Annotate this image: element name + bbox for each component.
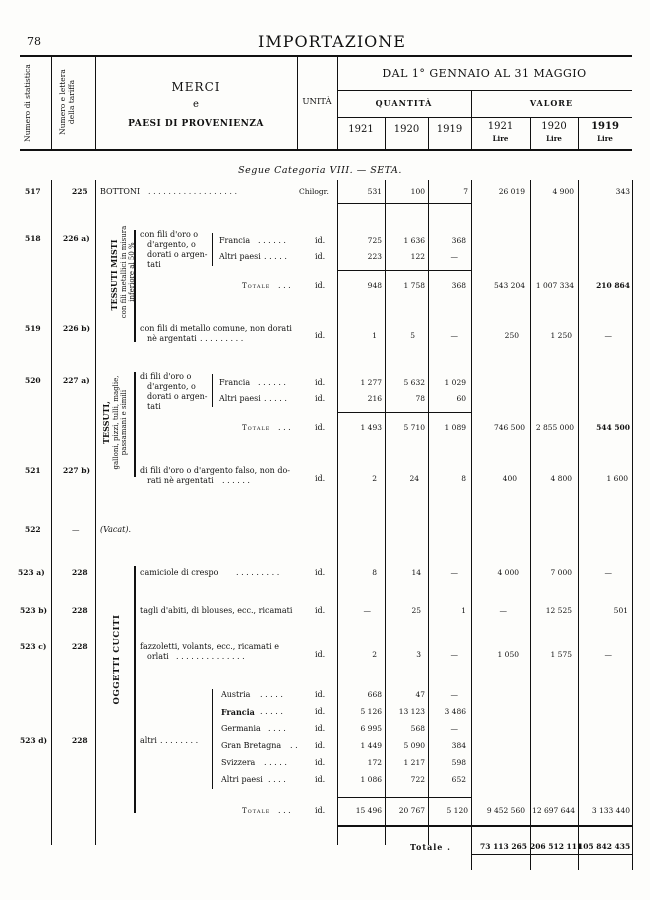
- dots-523d-0: . . . . .: [260, 690, 283, 699]
- v1919-520t: 544 500: [596, 423, 630, 432]
- desc-518-1: con fili d'oro o: [140, 230, 199, 239]
- q1921-523b: —: [363, 606, 371, 615]
- unit-519: id.: [315, 331, 326, 340]
- page-title: IMPORTAZIONE: [258, 32, 406, 51]
- q1920-518t: 1 758: [403, 281, 425, 290]
- q1919-523d-0: —: [450, 690, 458, 699]
- desc-521-1: di fili d'oro o d'argento falso, non do-: [140, 466, 290, 475]
- v1920-521: 4 800: [550, 474, 572, 483]
- v1920-523a: 7 000: [550, 568, 572, 577]
- q1921-523dt: 15 496: [355, 806, 382, 815]
- country-523d-3: Gran Bretagna: [221, 741, 282, 750]
- unit-523d-1: id.: [315, 707, 326, 716]
- dots-523d: . . . . . . . .: [160, 736, 199, 745]
- tar-521: 227 b): [63, 466, 91, 475]
- stat-523d: 523 d): [20, 736, 48, 745]
- unit-523b: id.: [315, 606, 326, 615]
- dots-523dt: . . .: [278, 806, 291, 815]
- q1921-523d-4: 172: [367, 758, 382, 767]
- desc-523c-2: orlati: [147, 652, 169, 661]
- dots-520t: . . .: [278, 423, 291, 432]
- unit-520a: id.: [315, 378, 326, 387]
- totale-518: Totale: [242, 282, 271, 290]
- period-label: DAL 1° GENNAIO AL 31 MAGGIO: [382, 67, 587, 80]
- q1920-523d-0: 47: [415, 690, 425, 699]
- group-tessuti: TESSUTI,: [101, 401, 111, 444]
- q1920-523b: 25: [411, 606, 421, 615]
- v1921-523dt: 9 452 560: [486, 806, 525, 815]
- country-520a: Francia: [219, 378, 251, 387]
- v1921-520t: 746 500: [493, 423, 525, 432]
- q1919-518b: —: [450, 252, 458, 261]
- v1919-523c: —: [604, 650, 612, 659]
- q1919-523d-3: 384: [451, 741, 466, 750]
- unit-523d-2: id.: [315, 724, 326, 733]
- dots-523d-5: . . . .: [268, 775, 286, 784]
- year-q-1921: 1921: [348, 124, 374, 135]
- q1921-523d-2: 6 995: [360, 724, 382, 733]
- v1920-519: 1 250: [550, 331, 572, 340]
- q1919-523b: 1: [461, 606, 466, 615]
- q1921-523d-0: 668: [367, 690, 382, 699]
- grand-total-v1921: 73 113 265: [480, 842, 527, 851]
- desc-523b: tagli d'abiti, di blouses, ecc., ricamati: [140, 606, 293, 615]
- stat-520: 520: [25, 376, 41, 385]
- dots-520b: . . . . .: [264, 394, 287, 403]
- group-tessuti-sub: galloni, pizzi, tulli, maglie, passamani e simili: [112, 375, 128, 470]
- stat-523c: 523 c): [20, 642, 47, 651]
- tar-522: —: [72, 525, 80, 534]
- unit-523d-0: id.: [315, 690, 326, 699]
- dots-519: . . . . . . . . .: [200, 334, 244, 343]
- desc-522: (Vacat).: [100, 525, 132, 534]
- unita-label: UNITÀ: [302, 97, 332, 107]
- q1920-518a: 1 636: [403, 236, 425, 245]
- lire-1919: Lire: [597, 134, 613, 143]
- v1921-521: 400: [502, 474, 517, 483]
- q1919-523c: —: [450, 650, 458, 659]
- unit-521: id.: [315, 474, 326, 483]
- dots-523d-2: . . . .: [268, 724, 286, 733]
- q1919-521: 8: [461, 474, 466, 483]
- tar-519: 226 b): [63, 324, 91, 333]
- unit-518b: id.: [315, 252, 326, 261]
- desc-517: BOTTONI: [100, 187, 141, 196]
- dots-518t: . . .: [278, 281, 291, 290]
- tar-520: 227 a): [63, 376, 90, 385]
- dots-517: . . . . . . . . . . . . . . . . . .: [148, 187, 238, 196]
- totale-523d: Totale: [242, 807, 271, 815]
- q1919-523d-2: —: [450, 724, 458, 733]
- q1920-523d-2: 568: [410, 724, 425, 733]
- desc-519-1: con fili di metallo comune, non dorati: [140, 324, 292, 333]
- unit-523dt: id.: [315, 806, 326, 815]
- dots-518b: . . . . .: [264, 252, 287, 261]
- grand-total-v1919: 105 842 435: [578, 842, 631, 851]
- q1919-520b: 60: [456, 394, 466, 403]
- country-518a: Francia: [219, 236, 251, 245]
- dots-521: . . . . . .: [222, 476, 250, 485]
- v1920-523dt: 12 697 644: [532, 806, 575, 815]
- year-v-1920: 1920: [541, 121, 567, 132]
- q1921-520t: 1 493: [360, 423, 382, 432]
- q1921-523d-3: 1 449: [360, 741, 382, 750]
- valore-label: VALORE: [529, 98, 574, 108]
- desc-523d: altri: [140, 736, 157, 745]
- q1920-523d-5: 722: [410, 775, 425, 784]
- q1919-520a: 1 029: [444, 378, 466, 387]
- category-heading: Segue Categoria VIII. — SETA.: [238, 165, 402, 176]
- dots-518a: . . . . . .: [258, 236, 286, 245]
- v1919-519: —: [604, 331, 612, 340]
- country-523d-1: Francia: [221, 707, 255, 717]
- desc-518-4: tati: [147, 260, 161, 269]
- desc-520-2: d'argento, o: [147, 382, 196, 391]
- unit-523c: id.: [315, 650, 326, 659]
- unit-520b: id.: [315, 394, 326, 403]
- country-523d-4: Svizzera: [221, 758, 256, 767]
- v1921-518t: 543 204: [493, 281, 525, 290]
- v1920-523c: 1 575: [550, 650, 572, 659]
- tar-517: 225: [72, 187, 88, 196]
- q1921-519: 1: [372, 331, 377, 340]
- desc-523a: camiciole di crespo: [140, 568, 219, 577]
- grand-total-v1920: 206 512 111: [530, 842, 583, 851]
- unit-523a: id.: [315, 568, 326, 577]
- v1919-517: 343: [615, 187, 630, 196]
- country-523d-0: Austria: [221, 690, 251, 699]
- v1921-517: 26 019: [498, 187, 525, 196]
- q1921-523c: 2: [372, 650, 377, 659]
- paesi-label: PAESI DI PROVENIENZA: [128, 119, 264, 129]
- country-523d-5: Altri paesi: [221, 775, 263, 784]
- year-v-1919: 1919: [591, 121, 619, 132]
- unit-518t: id.: [315, 281, 326, 290]
- q1920-523c: 3: [416, 650, 421, 659]
- q1921-520b: 216: [367, 394, 382, 403]
- merci-label: MERCI: [171, 80, 221, 94]
- group-oggetti-cuciti: OGGETTI CUCITI: [112, 614, 122, 705]
- unit-523d-4: id.: [315, 758, 326, 767]
- dots-520a: . . . . . .: [258, 378, 286, 387]
- year-q-1919: 1919: [436, 124, 463, 135]
- stat-522: 522: [25, 525, 41, 534]
- q1920-523d-4: 1 217: [403, 758, 425, 767]
- q1921-518t: 948: [367, 281, 382, 290]
- v1921-523c: 1 050: [497, 650, 519, 659]
- q1919-523d-4: 598: [451, 758, 466, 767]
- dots-523a: . . . . . . . . .: [236, 568, 280, 577]
- desc-521-2: rati nè argentati: [147, 476, 214, 485]
- q1920-517: 100: [410, 187, 425, 196]
- year-q-1920: 1920: [393, 124, 420, 135]
- q1920-518b: 122: [410, 252, 425, 261]
- e-label: e: [193, 99, 199, 110]
- unit-520t: id.: [315, 423, 326, 432]
- q1920-519: 5: [410, 331, 415, 340]
- q1919-523d-5: 652: [451, 775, 466, 784]
- page-number: 78: [27, 35, 41, 48]
- q1921-517: 531: [367, 187, 382, 196]
- group-tessuti-misti: TESSUTI MISTI: [109, 239, 119, 311]
- q1919-523a: —: [450, 568, 458, 577]
- v1919-523dt: 3 133 440: [591, 806, 630, 815]
- q1919-518t: 368: [451, 281, 466, 290]
- country-520b: Altri paesi: [219, 394, 261, 403]
- v1921-519: 250: [504, 331, 519, 340]
- stat-521: 521: [25, 466, 41, 475]
- dots-523d-1: . . . . .: [260, 707, 283, 716]
- unit-523d-5: id.: [315, 775, 326, 784]
- desc-523c-1: fazzoletti, volants, ecc., ricamati e: [140, 642, 279, 651]
- stat-523b: 523 b): [20, 606, 48, 615]
- stat-523a: 523 a): [18, 568, 45, 577]
- desc-520-1: di fili d'oro o: [140, 372, 192, 381]
- group-tessuti-misti-sub: con fili metallici in misura inferiore al 50 %: [120, 225, 136, 319]
- v1920-520t: 2 855 000: [535, 423, 574, 432]
- q1920-523a: 14: [411, 568, 421, 577]
- q1921-518a: 725: [367, 236, 382, 245]
- q1919-519: —: [450, 331, 458, 340]
- v1920-518t: 1 007 334: [535, 281, 574, 290]
- col-stat-header: Numero di statistica: [23, 64, 32, 142]
- tar-523b: 228: [72, 606, 88, 615]
- v1920-523b: 12 525: [545, 606, 572, 615]
- desc-518-2: d'argento, o: [147, 240, 196, 249]
- q1920-520t: 5 710: [403, 423, 425, 432]
- q1919-523d-1: 3 486: [444, 707, 466, 716]
- q1921-518b: 223: [367, 252, 382, 261]
- year-v-1921: 1921: [487, 121, 514, 132]
- q1919-517: 7: [463, 187, 468, 196]
- stat-518: 518: [25, 234, 41, 243]
- tar-518: 226 a): [63, 234, 90, 243]
- tar-523a: 228: [72, 568, 88, 577]
- q1919-520t: 1 089: [444, 423, 466, 432]
- unit-518a: id.: [315, 236, 326, 245]
- dots-523d-3: . .: [290, 741, 298, 750]
- grand-total-label: Totale .: [410, 842, 451, 852]
- q1920-523d-3: 5 090: [403, 741, 425, 750]
- stat-517: 517: [25, 187, 41, 196]
- q1920-521: 24: [409, 474, 419, 483]
- quantita-label: QUANTITÀ: [375, 98, 433, 108]
- lire-1920: Lire: [546, 134, 562, 143]
- desc-518-3: dorati o argen-: [147, 250, 208, 259]
- q1920-520b: 78: [415, 394, 425, 403]
- q1921-520a: 1 277: [360, 378, 382, 387]
- country-518b: Altri paesi: [219, 252, 261, 261]
- q1920-523d-1: 13 123: [398, 707, 425, 716]
- col-tariff-header: Numero e lettera della tariffa: [58, 69, 76, 135]
- v1921-523b: —: [499, 606, 507, 615]
- v1919-521: 1 600: [606, 474, 628, 483]
- q1921-523d-1: 5 126: [360, 707, 382, 716]
- q1919-523dt: 5 120: [446, 806, 468, 815]
- lire-1921: Lire: [492, 134, 509, 143]
- q1921-521: 2: [372, 474, 377, 483]
- unit-523d-3: id.: [315, 741, 326, 750]
- v1919-518t: 210 864: [596, 281, 630, 290]
- tar-523d: 228: [72, 736, 88, 745]
- tar-523c: 228: [72, 642, 88, 651]
- q1921-523a: 8: [372, 568, 377, 577]
- desc-520-4: tati: [147, 402, 161, 411]
- dots-523d-4: . . . . .: [264, 758, 287, 767]
- desc-520-3: dorati o argen-: [147, 392, 208, 401]
- q1920-520a: 5 632: [403, 378, 425, 387]
- q1920-523dt: 20 767: [398, 806, 425, 815]
- v1920-517: 4 900: [552, 187, 574, 196]
- unit-517: Chilogr.: [299, 187, 329, 196]
- country-523d-2: Germania: [221, 724, 261, 733]
- q1919-518a: 368: [451, 236, 466, 245]
- v1921-523a: 4 000: [497, 568, 519, 577]
- stat-519: 519: [25, 324, 41, 333]
- totale-520: Totale: [242, 424, 271, 432]
- v1919-523b: 501: [613, 606, 628, 615]
- dots-523c: . . . . . . . . . . . . . .: [176, 652, 245, 661]
- q1921-523d-5: 1 086: [360, 775, 382, 784]
- desc-519-2: nè argentati: [147, 334, 197, 343]
- v1919-523a: —: [604, 568, 612, 577]
